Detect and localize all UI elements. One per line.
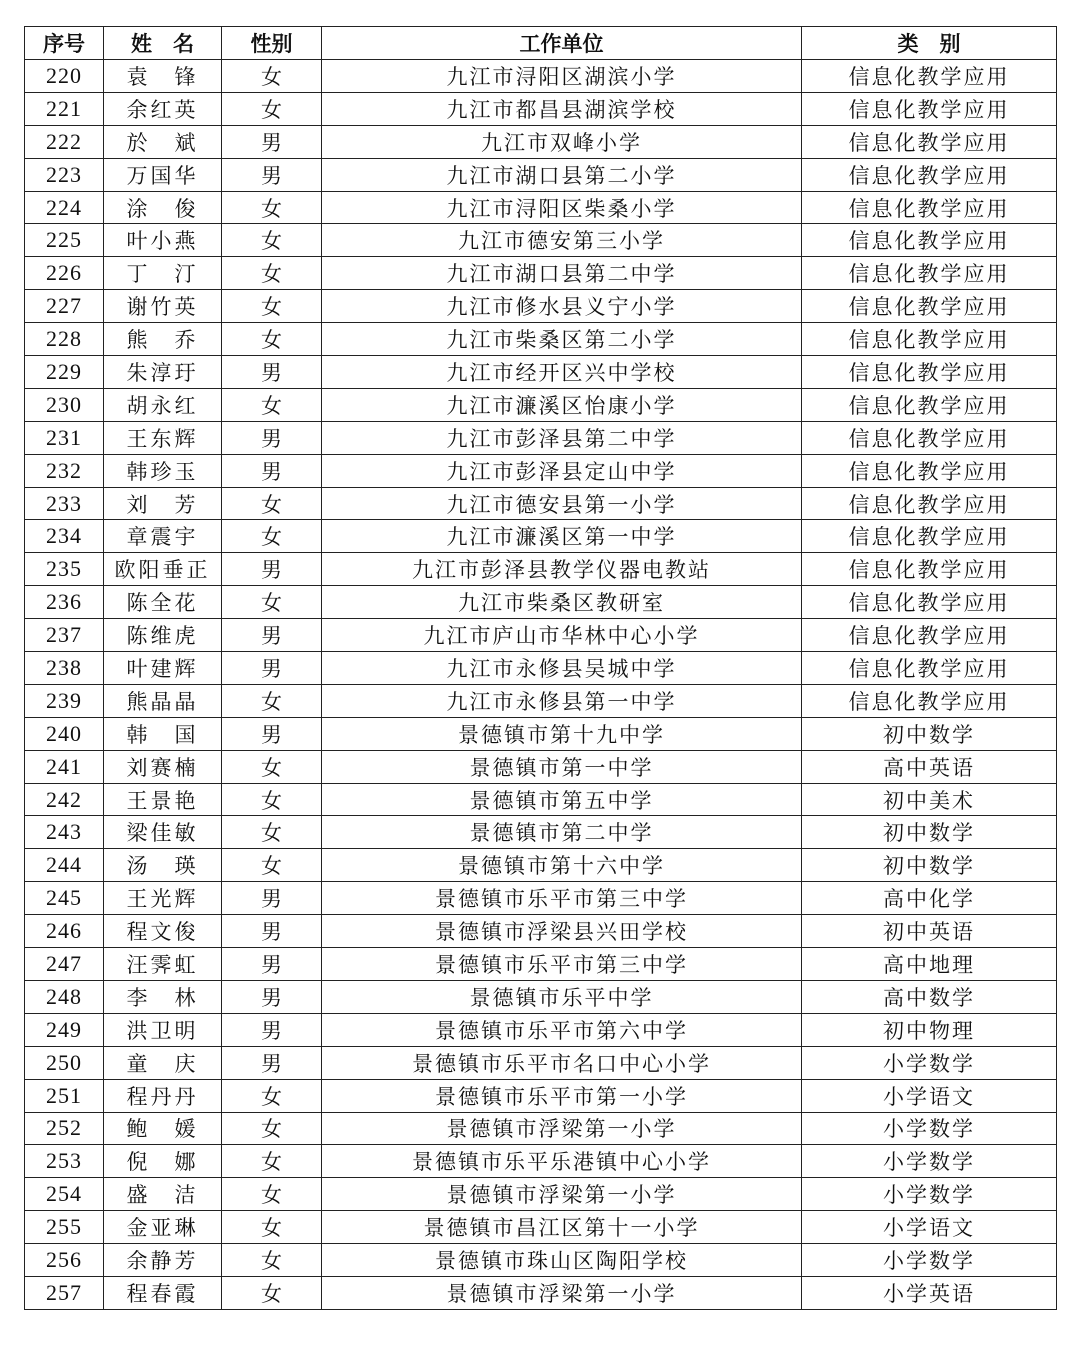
name-cell: 倪 娜 (104, 1145, 222, 1178)
table-row (25, 1178, 1057, 1211)
table-row (25, 816, 1057, 849)
name-cell: 熊晶晶 (104, 684, 222, 717)
gender-cell: 女 (222, 191, 322, 224)
seq-cell: 247 (25, 948, 104, 981)
work-unit-cell: 景德镇市浮梁第一小学 (322, 1178, 802, 1211)
work-unit-cell: 景德镇市昌江区第十一小学 (322, 1211, 802, 1244)
gender-cell: 女 (222, 1079, 322, 1112)
gender-cell: 男 (222, 619, 322, 652)
gender-cell: 女 (222, 323, 322, 356)
gender-cell: 女 (222, 1211, 322, 1244)
category-cell: 初中物理 (802, 1013, 1057, 1046)
seq-cell: 222 (25, 125, 104, 158)
category-cell: 信息化教学应用 (802, 454, 1057, 487)
work-unit-cell: 九江市彭泽县第二中学 (322, 421, 802, 454)
name-cell: 刘 芳 (104, 487, 222, 520)
work-unit-cell: 九江市湖口县第二小学 (322, 158, 802, 191)
work-unit-cell: 九江市彭泽县定山中学 (322, 454, 802, 487)
name-cell: 叶建辉 (104, 652, 222, 685)
name-cell: 涂 俊 (104, 191, 222, 224)
category-cell: 信息化教学应用 (802, 60, 1057, 93)
table-row (25, 520, 1057, 553)
seq-cell: 253 (25, 1145, 104, 1178)
seq-cell: 227 (25, 290, 104, 323)
table-row (25, 487, 1057, 520)
table-row (25, 652, 1057, 685)
name-cell: 陈维虎 (104, 619, 222, 652)
work-unit-cell: 九江市德安第三小学 (322, 224, 802, 257)
category-cell: 信息化教学应用 (802, 356, 1057, 389)
gender-cell: 女 (222, 1178, 322, 1211)
name-cell: 韩珍玉 (104, 454, 222, 487)
seq-cell: 248 (25, 980, 104, 1013)
name-cell: 王东辉 (104, 421, 222, 454)
table-row (25, 454, 1057, 487)
gender-cell: 女 (222, 60, 322, 93)
seq-cell: 235 (25, 553, 104, 586)
seq-cell: 244 (25, 849, 104, 882)
seq-cell: 226 (25, 257, 104, 290)
name-cell: 盛 洁 (104, 1178, 222, 1211)
name-cell: 程春霞 (104, 1276, 222, 1309)
name-cell: 鲍 媛 (104, 1112, 222, 1145)
work-unit-cell: 景德镇市浮梁县兴田学校 (322, 915, 802, 948)
table-body (25, 60, 1057, 1310)
gender-cell: 女 (222, 586, 322, 619)
work-unit-cell: 景德镇市珠山区陶阳学校 (322, 1244, 802, 1277)
gender-cell: 女 (222, 520, 322, 553)
seq-cell: 254 (25, 1178, 104, 1211)
work-unit-cell: 景德镇市乐平市第三中学 (322, 948, 802, 981)
seq-cell: 249 (25, 1013, 104, 1046)
work-unit-cell: 九江市修水县义宁小学 (322, 290, 802, 323)
seq-cell: 236 (25, 586, 104, 619)
table-row (25, 980, 1057, 1013)
category-cell: 信息化教学应用 (802, 290, 1057, 323)
work-unit-cell: 景德镇市乐平市名口中心小学 (322, 1046, 802, 1079)
name-cell: 叶小燕 (104, 224, 222, 257)
work-unit-cell: 景德镇市乐平中学 (322, 980, 802, 1013)
name-cell: 谢竹英 (104, 290, 222, 323)
category-cell: 初中美术 (802, 783, 1057, 816)
category-cell: 信息化教学应用 (802, 586, 1057, 619)
table-row (25, 125, 1057, 158)
seq-cell: 234 (25, 520, 104, 553)
gender-cell: 女 (222, 487, 322, 520)
work-unit-cell: 景德镇市乐平市第一小学 (322, 1079, 802, 1112)
table-row (25, 92, 1057, 125)
seq-cell: 242 (25, 783, 104, 816)
gender-cell: 男 (222, 652, 322, 685)
table-row (25, 553, 1057, 586)
work-unit-cell: 九江市浔阳区柴桑小学 (322, 191, 802, 224)
category-cell: 小学英语 (802, 1276, 1057, 1309)
name-cell: 李 林 (104, 980, 222, 1013)
name-cell: 洪卫明 (104, 1013, 222, 1046)
name-cell: 袁 锋 (104, 60, 222, 93)
category-cell: 高中英语 (802, 750, 1057, 783)
category-cell: 初中数学 (802, 816, 1057, 849)
name-cell: 刘赛楠 (104, 750, 222, 783)
table-row (25, 158, 1057, 191)
gender-cell: 男 (222, 158, 322, 191)
seq-cell: 246 (25, 915, 104, 948)
work-unit-cell: 景德镇市乐平市第六中学 (322, 1013, 802, 1046)
table-row (25, 948, 1057, 981)
work-unit-cell: 九江市彭泽县教学仪器电教站 (322, 553, 802, 586)
category-cell: 信息化教学应用 (802, 553, 1057, 586)
table-row (25, 849, 1057, 882)
seq-cell: 238 (25, 652, 104, 685)
gender-cell: 男 (222, 915, 322, 948)
name-cell: 章震宇 (104, 520, 222, 553)
gender-cell: 女 (222, 1244, 322, 1277)
header-gender: 性别 (222, 27, 322, 60)
seq-cell: 243 (25, 816, 104, 849)
table-row (25, 1211, 1057, 1244)
gender-cell: 女 (222, 849, 322, 882)
gender-cell: 女 (222, 1276, 322, 1309)
table-row (25, 1276, 1057, 1309)
seq-cell: 220 (25, 60, 104, 93)
seq-cell: 221 (25, 92, 104, 125)
work-unit-cell: 九江市永修县吴城中学 (322, 652, 802, 685)
name-cell: 韩 国 (104, 717, 222, 750)
work-unit-cell: 景德镇市第十六中学 (322, 849, 802, 882)
category-cell: 小学语文 (802, 1211, 1057, 1244)
gender-cell: 男 (222, 356, 322, 389)
category-cell: 高中数学 (802, 980, 1057, 1013)
name-cell: 熊 乔 (104, 323, 222, 356)
header-seq: 序号 (25, 27, 104, 60)
gender-cell: 女 (222, 816, 322, 849)
work-unit-cell: 九江市濂溪区怡康小学 (322, 388, 802, 421)
seq-cell: 223 (25, 158, 104, 191)
category-cell: 小学数学 (802, 1145, 1057, 1178)
gender-cell: 男 (222, 980, 322, 1013)
name-cell: 程文俊 (104, 915, 222, 948)
gender-cell: 男 (222, 421, 322, 454)
table-row (25, 882, 1057, 915)
seq-cell: 245 (25, 882, 104, 915)
seq-cell: 233 (25, 487, 104, 520)
seq-cell: 250 (25, 1046, 104, 1079)
work-unit-cell: 景德镇市第五中学 (322, 783, 802, 816)
category-cell: 信息化教学应用 (802, 92, 1057, 125)
work-unit-cell: 九江市柴桑区教研室 (322, 586, 802, 619)
table-row (25, 191, 1057, 224)
category-cell: 信息化教学应用 (802, 388, 1057, 421)
gender-cell: 女 (222, 290, 322, 323)
gender-cell: 男 (222, 717, 322, 750)
header-row (25, 27, 1057, 60)
table-row (25, 388, 1057, 421)
table-row (25, 421, 1057, 454)
category-cell: 信息化教学应用 (802, 257, 1057, 290)
gender-cell: 男 (222, 1046, 322, 1079)
seq-cell: 255 (25, 1211, 104, 1244)
name-cell: 程丹丹 (104, 1079, 222, 1112)
name-cell: 王光辉 (104, 882, 222, 915)
work-unit-cell: 景德镇市第二中学 (322, 816, 802, 849)
category-cell: 信息化教学应用 (802, 191, 1057, 224)
seq-cell: 230 (25, 388, 104, 421)
table-row (25, 1145, 1057, 1178)
gender-cell: 男 (222, 948, 322, 981)
name-cell: 童 庆 (104, 1046, 222, 1079)
seq-cell: 257 (25, 1276, 104, 1309)
gender-cell: 女 (222, 257, 322, 290)
category-cell: 信息化教学应用 (802, 421, 1057, 454)
table-row (25, 1079, 1057, 1112)
work-unit-cell: 九江市濂溪区第一中学 (322, 520, 802, 553)
category-cell: 小学语文 (802, 1079, 1057, 1112)
work-unit-cell: 九江市都昌县湖滨学校 (322, 92, 802, 125)
name-cell: 汤 瑛 (104, 849, 222, 882)
category-cell: 小学数学 (802, 1178, 1057, 1211)
header-category: 类 别 (802, 27, 1057, 60)
category-cell: 信息化教学应用 (802, 158, 1057, 191)
category-cell: 初中数学 (802, 717, 1057, 750)
work-unit-cell: 九江市双峰小学 (322, 125, 802, 158)
category-cell: 信息化教学应用 (802, 323, 1057, 356)
name-cell: 欧阳垂正 (104, 553, 222, 586)
category-cell: 初中数学 (802, 849, 1057, 882)
work-unit-cell: 九江市柴桑区第二小学 (322, 323, 802, 356)
gender-cell: 女 (222, 92, 322, 125)
work-unit-cell: 九江市庐山市华林中心小学 (322, 619, 802, 652)
work-unit-cell: 九江市德安县第一小学 (322, 487, 802, 520)
category-cell: 信息化教学应用 (802, 684, 1057, 717)
work-unit-cell: 九江市经开区兴中学校 (322, 356, 802, 389)
gender-cell: 女 (222, 783, 322, 816)
seq-cell: 229 (25, 356, 104, 389)
seq-cell: 239 (25, 684, 104, 717)
name-cell: 於 斌 (104, 125, 222, 158)
gender-cell: 男 (222, 882, 322, 915)
category-cell: 信息化教学应用 (802, 652, 1057, 685)
work-unit-cell: 九江市永修县第一中学 (322, 684, 802, 717)
header-name: 姓 名 (104, 27, 222, 60)
table-row (25, 783, 1057, 816)
roster-table (24, 26, 1057, 1310)
table-row (25, 224, 1057, 257)
seq-cell: 251 (25, 1079, 104, 1112)
table-row (25, 1244, 1057, 1277)
category-cell: 信息化教学应用 (802, 520, 1057, 553)
category-cell: 高中地理 (802, 948, 1057, 981)
gender-cell: 女 (222, 1112, 322, 1145)
work-unit-cell: 景德镇市浮梁第一小学 (322, 1276, 802, 1309)
table-row (25, 915, 1057, 948)
gender-cell: 男 (222, 125, 322, 158)
table-row (25, 323, 1057, 356)
category-cell: 信息化教学应用 (802, 224, 1057, 257)
seq-cell: 224 (25, 191, 104, 224)
category-cell: 小学数学 (802, 1046, 1057, 1079)
name-cell: 梁佳敏 (104, 816, 222, 849)
table-row (25, 356, 1057, 389)
work-unit-cell: 景德镇市浮梁第一小学 (322, 1112, 802, 1145)
table-row (25, 1046, 1057, 1079)
category-cell: 信息化教学应用 (802, 125, 1057, 158)
work-unit-cell: 景德镇市第一中学 (322, 750, 802, 783)
name-cell: 陈全花 (104, 586, 222, 619)
header-work-unit: 工作单位 (322, 27, 802, 60)
name-cell: 汪霁虹 (104, 948, 222, 981)
name-cell: 王景艳 (104, 783, 222, 816)
table-row (25, 60, 1057, 93)
category-cell: 信息化教学应用 (802, 487, 1057, 520)
table-row (25, 1112, 1057, 1145)
name-cell: 胡永红 (104, 388, 222, 421)
table-row (25, 586, 1057, 619)
table-row (25, 1013, 1057, 1046)
work-unit-cell: 景德镇市乐平乐港镇中心小学 (322, 1145, 802, 1178)
seq-cell: 240 (25, 717, 104, 750)
table-row (25, 290, 1057, 323)
seq-cell: 232 (25, 454, 104, 487)
seq-cell: 237 (25, 619, 104, 652)
work-unit-cell: 景德镇市第十九中学 (322, 717, 802, 750)
gender-cell: 女 (222, 750, 322, 783)
gender-cell: 女 (222, 684, 322, 717)
seq-cell: 256 (25, 1244, 104, 1277)
name-cell: 丁 汀 (104, 257, 222, 290)
gender-cell: 女 (222, 224, 322, 257)
gender-cell: 男 (222, 1013, 322, 1046)
category-cell: 小学数学 (802, 1112, 1057, 1145)
name-cell: 余静芳 (104, 1244, 222, 1277)
category-cell: 高中化学 (802, 882, 1057, 915)
name-cell: 余红英 (104, 92, 222, 125)
name-cell: 金亚琳 (104, 1211, 222, 1244)
gender-cell: 女 (222, 388, 322, 421)
table-row (25, 684, 1057, 717)
table-row (25, 717, 1057, 750)
category-cell: 信息化教学应用 (802, 619, 1057, 652)
work-unit-cell: 景德镇市乐平市第三中学 (322, 882, 802, 915)
gender-cell: 男 (222, 553, 322, 586)
gender-cell: 男 (222, 454, 322, 487)
work-unit-cell: 九江市浔阳区湖滨小学 (322, 60, 802, 93)
seq-cell: 228 (25, 323, 104, 356)
seq-cell: 252 (25, 1112, 104, 1145)
category-cell: 小学数学 (802, 1244, 1057, 1277)
name-cell: 朱淳玗 (104, 356, 222, 389)
table-row (25, 750, 1057, 783)
gender-cell: 女 (222, 1145, 322, 1178)
category-cell: 初中英语 (802, 915, 1057, 948)
name-cell: 万国华 (104, 158, 222, 191)
table-row (25, 257, 1057, 290)
seq-cell: 241 (25, 750, 104, 783)
seq-cell: 231 (25, 421, 104, 454)
table-row (25, 619, 1057, 652)
work-unit-cell: 九江市湖口县第二中学 (322, 257, 802, 290)
seq-cell: 225 (25, 224, 104, 257)
